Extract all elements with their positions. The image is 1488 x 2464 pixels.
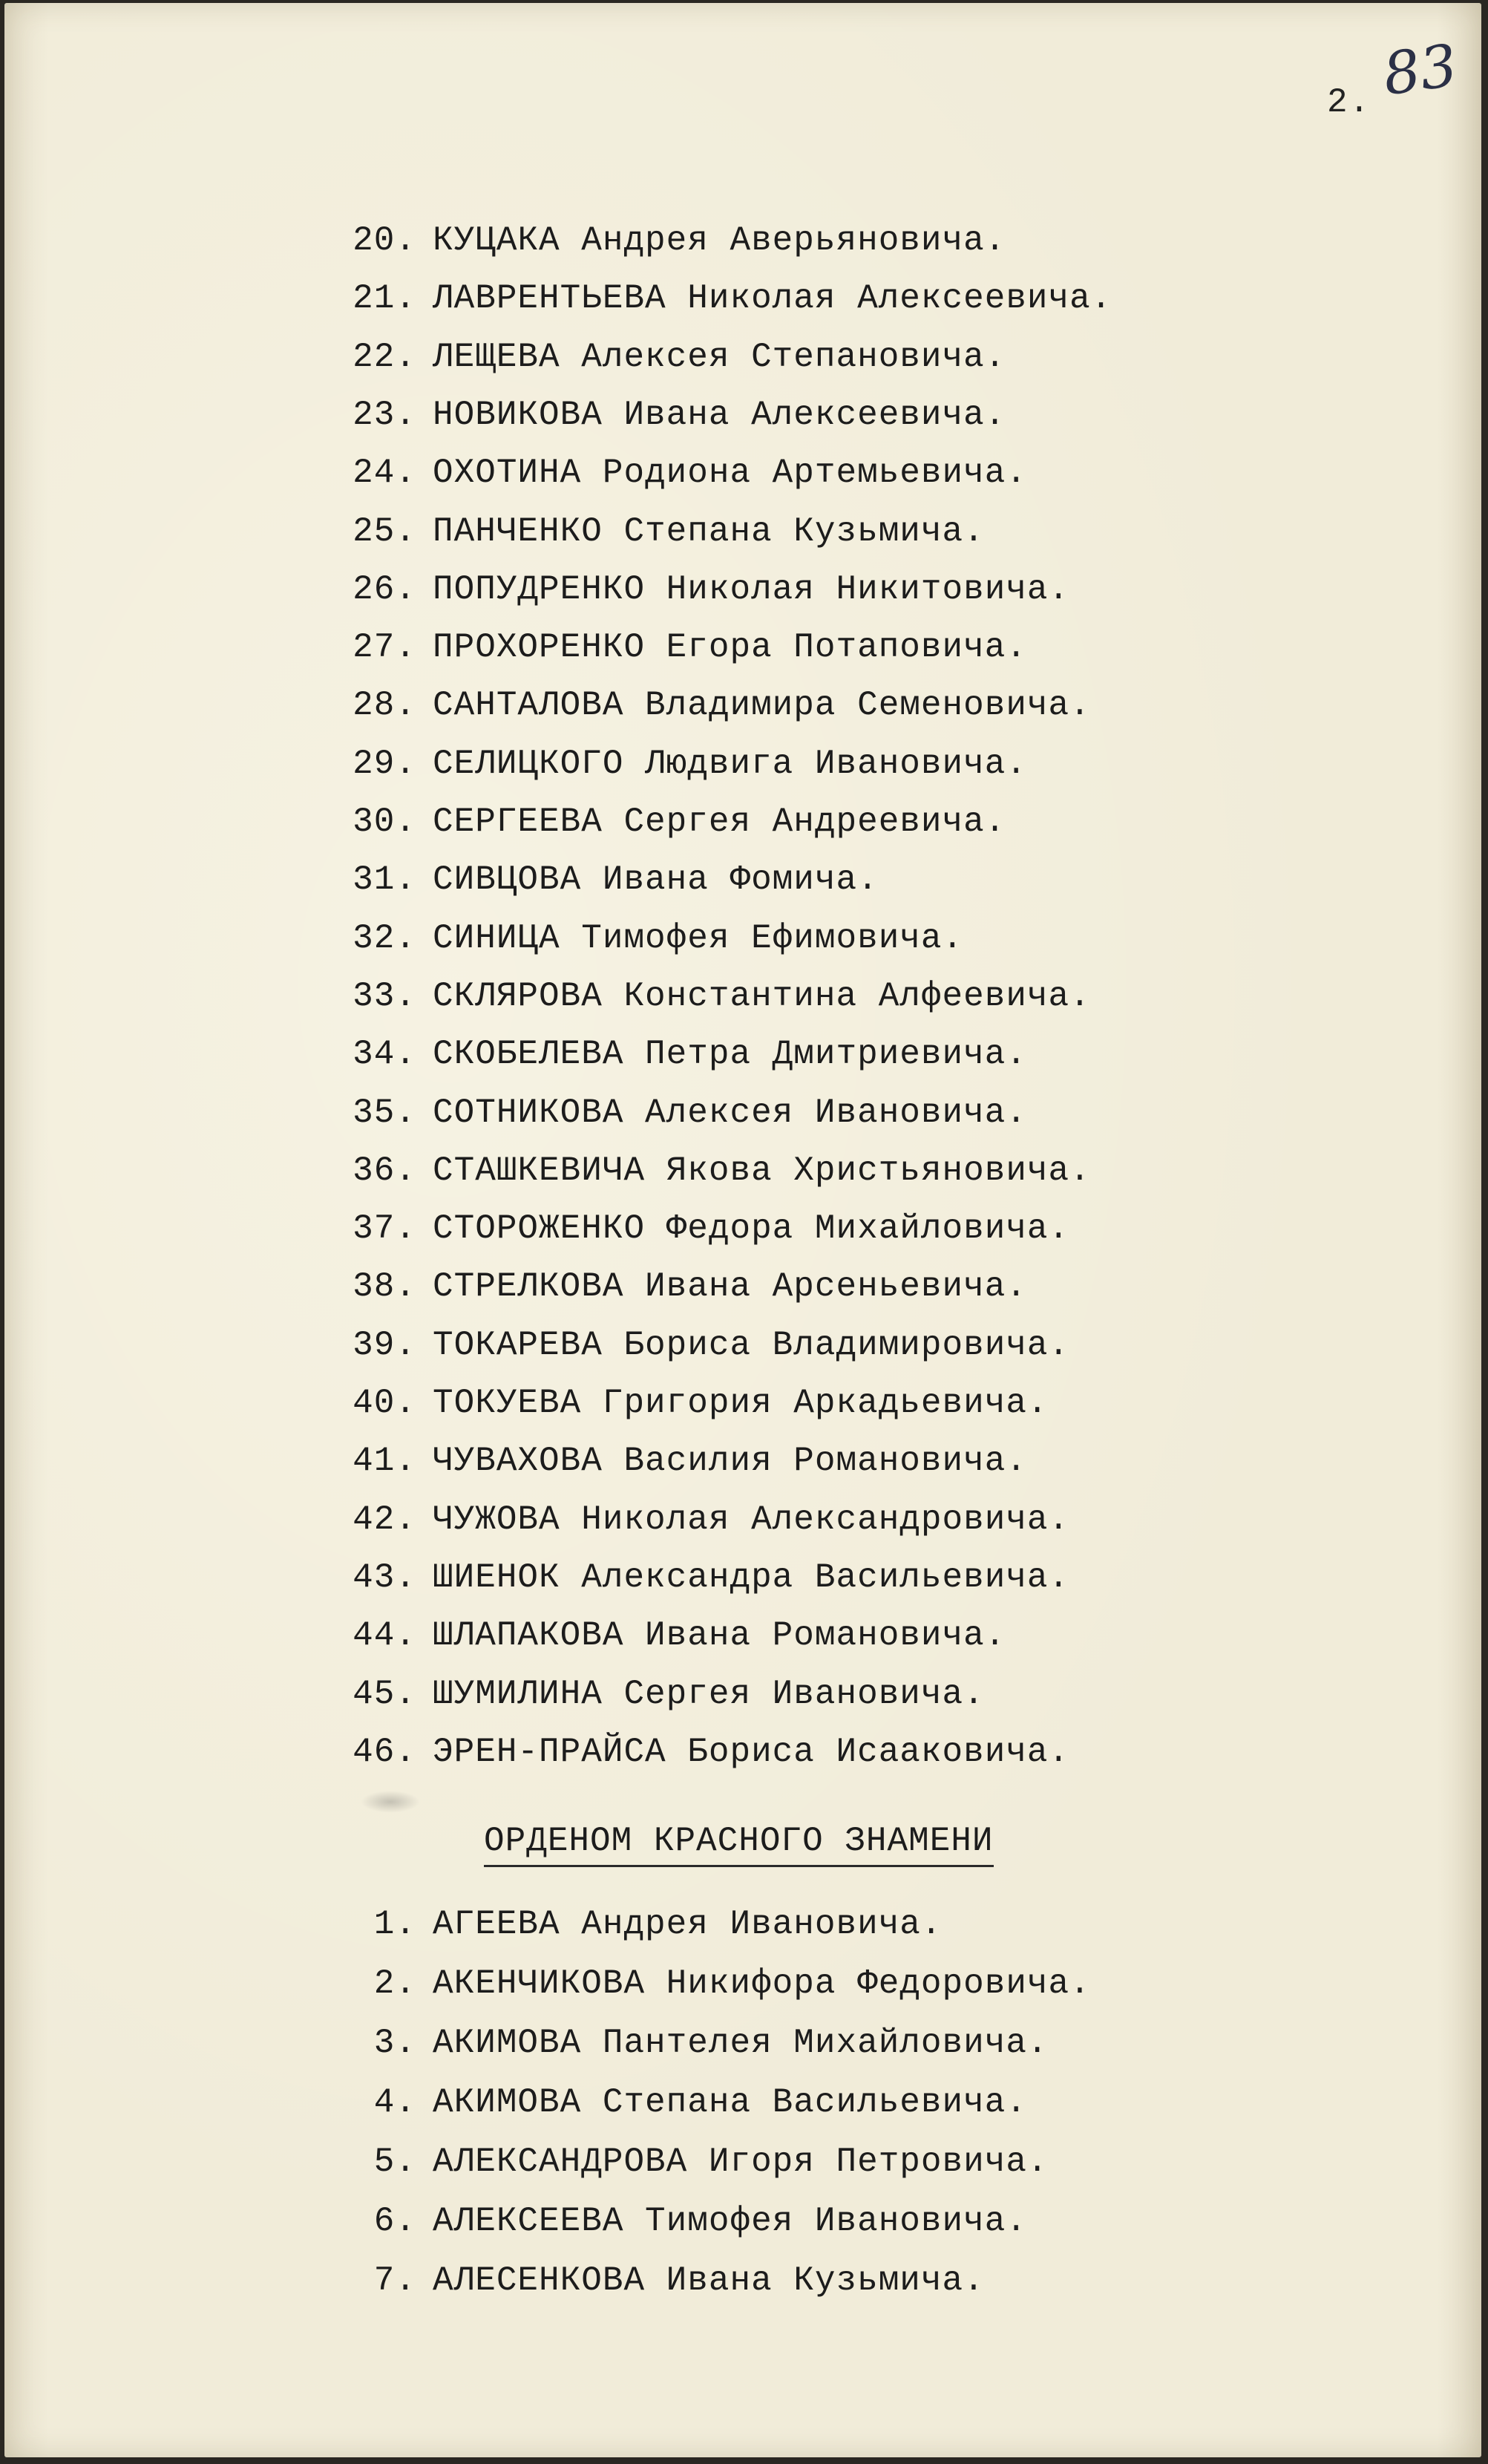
awardee-name: СЕРГЕЕВА Сергея Андреевича.	[433, 803, 1006, 841]
awardee-name: АКИМОВА Пантелея Михайловича.	[433, 2024, 1049, 2062]
item-number: 20.	[353, 221, 416, 260]
list-item	[346, 218, 1006, 263]
awardee-name: СИНИЦА Тимофея Ефимовича.	[433, 918, 964, 958]
list-item	[346, 1497, 1069, 1542]
awardee-name: ШИЕНОК Александра Васильевича.	[433, 1558, 1070, 1597]
list-item	[346, 916, 963, 961]
page-number: 2.	[1327, 83, 1371, 122]
item-number: 37.	[353, 1209, 416, 1249]
item-number: 43.	[353, 1558, 416, 1597]
list-item	[346, 1902, 943, 1947]
item-number: 35.	[353, 1093, 416, 1132]
awardee-name: СТАШКЕВИЧА Якова Христьяновича.	[433, 1151, 1091, 1190]
list-item	[346, 276, 1112, 321]
awardee-name: АГЕЕВА Андрея Ивановича.	[433, 1905, 943, 1944]
list-item	[346, 683, 1091, 728]
item-number: 34.	[353, 1035, 416, 1074]
awardee-name: АКИМОВА Степана Васильевича.	[433, 2083, 1027, 2122]
awardee-name: АКЕНЧИКОВА Никифора Федоровича.	[433, 1964, 1091, 2003]
awardee-name: АЛЕКСАНДРОВА Игоря Петровича.	[433, 2143, 1049, 2181]
list-item	[346, 2021, 1049, 2065]
awardee-name: АЛЕКСЕЕВА Тимофея Ивановича.	[433, 2202, 1027, 2241]
awardee-name: ШУМИЛИНА Сергея Ивановича.	[433, 1674, 985, 1713]
item-number: 2.	[373, 1964, 416, 2003]
awardee-name: СОТНИКОВА Алексея Ивановича.	[433, 1093, 1027, 1132]
list-item	[346, 742, 1027, 786]
awardee-name: ТОКУЕВА Григория Аркадьевича.	[433, 1384, 1049, 1422]
list-item	[346, 1672, 985, 1716]
awardee-name: ЭРЕН-ПРАЙСА Бориса Исааковича.	[433, 1732, 1070, 1771]
section-heading: ОРДЕНОМ КРАСНОГО ЗНАМЕНИ	[484, 1822, 994, 1867]
item-number: 3.	[373, 2024, 416, 2062]
item-number: 27.	[353, 628, 416, 667]
item-number: 25.	[353, 512, 416, 551]
list-item	[346, 1323, 1069, 1367]
list-item	[346, 1613, 1006, 1658]
item-number: 1.	[373, 1905, 416, 1944]
item-number: 29.	[353, 744, 416, 783]
item-number: 6.	[373, 2202, 416, 2241]
item-number: 39.	[353, 1325, 416, 1365]
list-item	[346, 1206, 1069, 1251]
awardee-name: НОВИКОВА Ивана Алексеевича.	[433, 395, 1006, 434]
awardee-name: ПАНЧЕНКО Степана Кузьмича.	[433, 512, 985, 551]
list-item	[346, 2258, 985, 2303]
list-item	[346, 567, 1069, 612]
item-number: 44.	[353, 1616, 416, 1656]
item-number: 24.	[353, 454, 416, 493]
list-item	[346, 1091, 1027, 1135]
awardee-name: СЕЛИЦКОГО Людвига Ивановича.	[433, 744, 1027, 783]
list-item	[346, 1730, 1069, 1774]
awardee-name: СТРЕЛКОВА Ивана Арсеньевича.	[433, 1267, 1027, 1307]
document-page	[4, 3, 1481, 2457]
list-item	[346, 800, 1006, 844]
item-number: 26.	[353, 569, 416, 609]
list-item	[346, 974, 1091, 1019]
list-item	[346, 1032, 1027, 1076]
list-item	[346, 1381, 1049, 1425]
item-number: 41.	[353, 1442, 416, 1481]
ink-smudge	[361, 1791, 420, 1813]
item-number: 28.	[353, 686, 416, 725]
list-item	[346, 857, 879, 902]
list-item	[346, 1961, 1091, 2006]
item-number: 33.	[353, 976, 416, 1016]
list-item	[346, 393, 1006, 437]
item-number: 36.	[353, 1151, 416, 1190]
list-item	[346, 2140, 1049, 2184]
awardee-name: ЧУВАХОВА Василия Романовича.	[433, 1442, 1027, 1481]
awardee-name: ПОПУДРЕНКО Николая Никитовича.	[433, 569, 1070, 609]
list-item	[346, 1264, 1027, 1309]
awardee-name: ЧУЖОВА Николая Александровича.	[433, 1500, 1070, 1539]
item-number: 21.	[353, 279, 416, 318]
awardee-name: ЛАВРЕНТЬЕВА Николая Алексеевича.	[433, 279, 1112, 318]
list-item	[346, 2080, 1027, 2125]
awardee-name: СИВЦОВА Ивана Фомича.	[433, 860, 879, 900]
awardee-name: ТОКАРЕВА Бориса Владимировича.	[433, 1325, 1070, 1365]
awardee-name: ЛЕЩЕВА Алексея Степановича.	[433, 337, 1006, 376]
list-item	[346, 509, 985, 554]
item-number: 30.	[353, 803, 416, 841]
awardee-name: ПРОХОРЕНКО Егора Потаповича.	[433, 628, 1027, 667]
item-number: 42.	[353, 1500, 416, 1539]
awardee-name: КУЦАКА Андрея Аверьяновича.	[433, 221, 1006, 260]
list-item	[346, 451, 1027, 495]
item-number: 31.	[353, 860, 416, 900]
list-item	[346, 1555, 1069, 1600]
item-number: 22.	[353, 337, 416, 376]
awardee-name: САНТАЛОВА Владимира Семеновича.	[433, 686, 1091, 725]
awardee-name: СКОБЕЛЕВА Петра Дмитриевича.	[433, 1035, 1027, 1074]
item-number: 4.	[373, 2083, 416, 2122]
list-item	[346, 2199, 1027, 2244]
item-number: 40.	[353, 1384, 416, 1422]
awardee-name: СТОРОЖЕНКО Федора Михайловича.	[433, 1209, 1070, 1249]
item-number: 32.	[353, 918, 416, 958]
list-item	[346, 625, 1027, 670]
item-number: 5.	[373, 2143, 416, 2181]
awardee-name: СКЛЯРОВА Константина Алфеевича.	[433, 976, 1091, 1016]
item-number: 23.	[353, 395, 416, 434]
awardee-name: АЛЕСЕНКОВА Ивана Кузьмича.	[433, 2261, 985, 2300]
awardee-name: ШЛАПАКОВА Ивана Романовича.	[433, 1616, 1006, 1656]
list-item	[346, 335, 1006, 379]
item-number: 7.	[373, 2261, 416, 2300]
list-item	[346, 1439, 1027, 1483]
item-number: 45.	[353, 1674, 416, 1713]
item-number: 38.	[353, 1267, 416, 1307]
item-number: 46.	[353, 1732, 416, 1771]
folio-number-handwritten: 83	[1379, 32, 1462, 109]
list-item	[346, 1148, 1091, 1193]
awardee-name: ОХОТИНА Родиона Артемьевича.	[433, 454, 1027, 493]
